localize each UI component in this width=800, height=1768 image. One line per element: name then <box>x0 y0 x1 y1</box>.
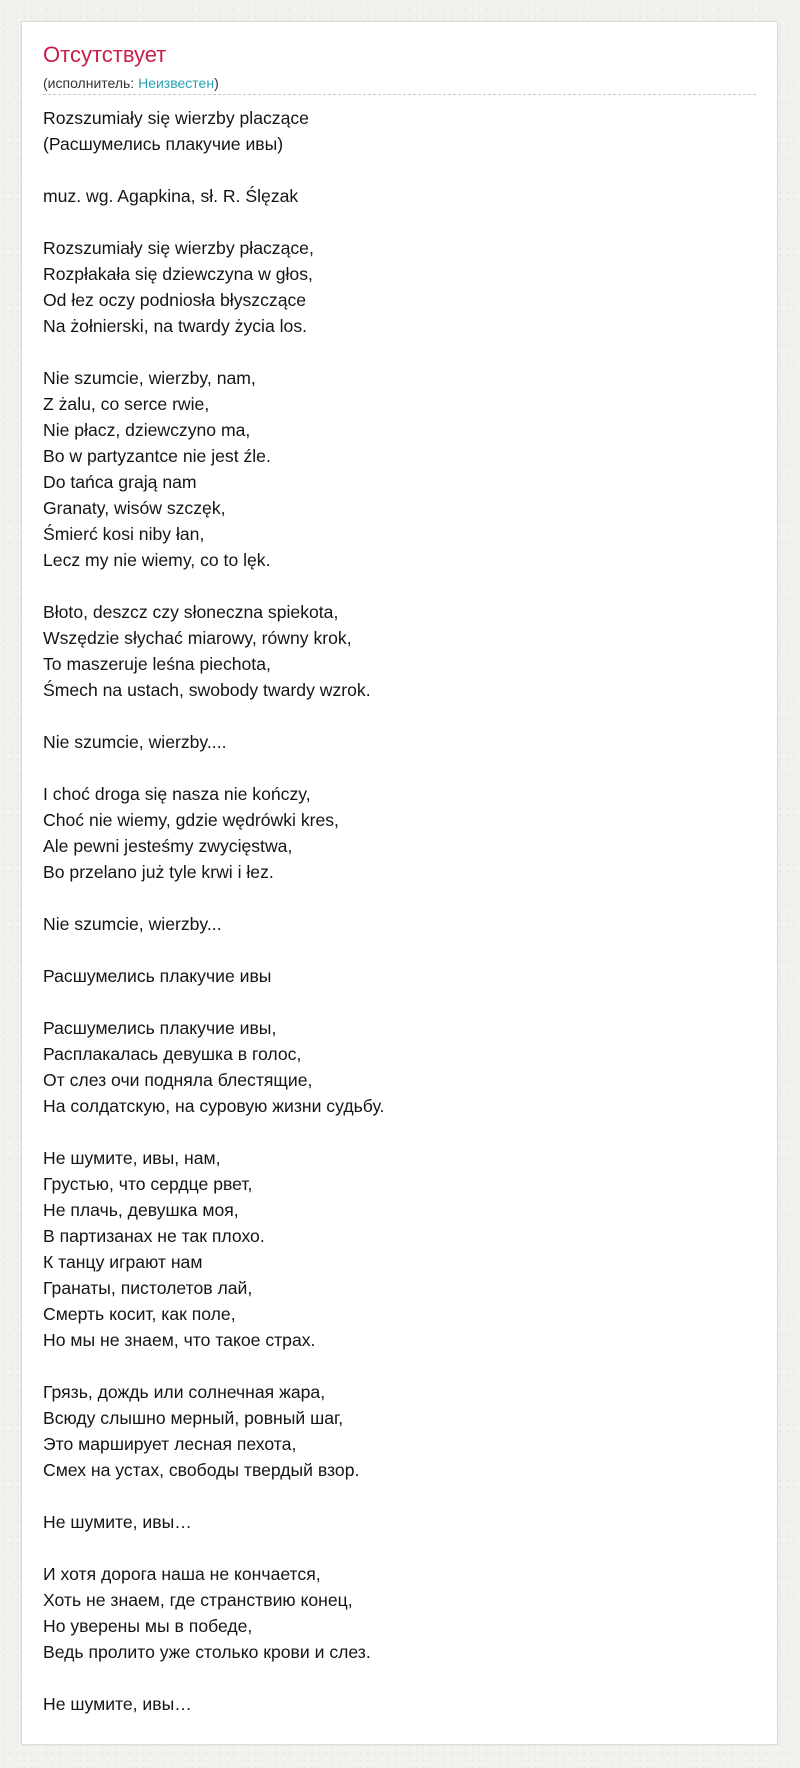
lyric-line: Od łez oczy podniosła błyszczące <box>43 290 307 310</box>
lyric-line: Nie szumcie, wierzby.... <box>43 732 227 752</box>
lyric-line: Всюду слышно мерный, ровный шаг, <box>43 1408 344 1428</box>
lyric-line: И хотя дорога наша не кончается, <box>43 1564 321 1584</box>
lyric-line: Смех на устах, свободы твердый взор. <box>43 1460 360 1480</box>
lyric-line: Lecz my nie wiemy, co to lęk. <box>43 550 271 570</box>
lyric-line: Granaty, wisów szczęk, <box>43 498 226 518</box>
lyric-blank-line <box>43 157 756 183</box>
lyric-line: Хоть не знаем, где странствию конец, <box>43 1590 353 1610</box>
lyric-line: Wszędzie słychać miarowy, równy krok, <box>43 628 352 648</box>
lyric-line: Это марширует лесная пехота, <box>43 1434 297 1454</box>
lyric-line: На солдатскую, на суровую жизни судьбу. <box>43 1096 385 1116</box>
lyric-blank-line <box>43 209 756 235</box>
song-card <box>21 21 778 1745</box>
lyric-line: К танцу играют нам <box>43 1252 203 1272</box>
lyric-line: Nie płacz, dziewczyno ma, <box>43 420 251 440</box>
lyric-line: Rozpłakała się dziewczyna w głos, <box>43 264 313 284</box>
lyric-line: To maszeruje leśna piechota, <box>43 654 271 674</box>
lyric-blank-line <box>43 1119 756 1145</box>
lyric-line: Bo w partyzantce nie jest źle. <box>43 446 271 466</box>
lyric-blank-line <box>43 703 756 729</box>
lyric-blank-line <box>43 1353 756 1379</box>
lyric-line: muz. wg. Agapkina, sł. R. Ślęzak <box>43 186 299 206</box>
performer-suffix: ) <box>214 75 219 91</box>
lyric-blank-line <box>43 885 756 911</box>
lyric-line: Гранаты, пистолетов лай, <box>43 1278 253 1298</box>
lyric-blank-line <box>43 1665 756 1691</box>
lyric-line: Nie szumcie, wierzby, nam, <box>43 368 256 388</box>
performer-prefix: (исполнитель: <box>43 75 139 91</box>
lyric-blank-line <box>43 573 756 599</box>
lyric-line: Na żołnierski, na twardy życia los. <box>43 316 308 336</box>
title-divider <box>43 94 756 95</box>
lyric-blank-line <box>43 989 756 1015</box>
lyric-line: Rozszumiały się wierzby płaczące, <box>43 238 314 258</box>
lyric-line: Грязь, дождь или солнечная жара, <box>43 1382 326 1402</box>
lyric-line: Do tańca grają nam <box>43 472 197 492</box>
lyric-blank-line <box>43 937 756 963</box>
performer-line <box>43 74 219 92</box>
lyric-blank-line <box>43 339 756 365</box>
lyric-line: От слез очи подняла блестящие, <box>43 1070 313 1090</box>
lyric-line: Ale pewni jesteśmy zwycięstwa, <box>43 836 293 856</box>
lyric-line: Błoto, deszcz czy słoneczna spiekota, <box>43 602 339 622</box>
lyric-line: Choć nie wiemy, gdzie wędrówki kres, <box>43 810 339 830</box>
lyric-line: Śmech na ustach, swobody twardy wzrok. <box>43 680 371 700</box>
lyric-line: Ведь пролито уже столько крови и слез. <box>43 1642 371 1662</box>
lyric-line: Но мы не знаем, что такое страх. <box>43 1330 316 1350</box>
song-title: Отсутствует <box>43 42 167 67</box>
lyric-blank-line <box>43 1483 756 1509</box>
lyric-line: Грустью, что сердце рвет, <box>43 1174 253 1194</box>
lyric-blank-line <box>43 755 756 781</box>
lyric-line: (Расшумелись плакучие ивы) <box>43 134 284 154</box>
lyric-line: Nie szumcie, wierzby... <box>43 914 222 934</box>
lyric-line: Не шумите, ивы, нам, <box>43 1148 221 1168</box>
lyric-line: Расшумелись плакучие ивы, <box>43 1018 277 1038</box>
lyric-blank-line <box>43 1535 756 1561</box>
lyric-line: I choć droga się nasza nie kończy, <box>43 784 311 804</box>
lyric-line: Z żalu, co serce rwie, <box>43 394 210 414</box>
lyrics-text <box>43 105 756 1717</box>
lyric-line: Śmierć kosi niby łan, <box>43 524 205 544</box>
lyric-line: Bo przelano już tyle krwi i łez. <box>43 862 274 882</box>
lyric-line: Но уверены мы в победе, <box>43 1616 253 1636</box>
lyric-line: Расплакалась девушка в голос, <box>43 1044 302 1064</box>
lyric-line: Расшумелись плакучие ивы <box>43 966 272 986</box>
lyric-line: Не шумите, ивы… <box>43 1512 192 1532</box>
lyric-line: Не плачь, девушка моя, <box>43 1200 239 1220</box>
lyric-line: Смерть косит, как поле, <box>43 1304 236 1324</box>
lyric-line: Не шумите, ивы… <box>43 1694 192 1714</box>
lyric-line: Rozszumiały się wierzby placzące <box>43 108 309 128</box>
performer-link[interactable]: Неизвестен <box>138 75 215 91</box>
lyric-line: В партизанах не так плохо. <box>43 1226 265 1246</box>
